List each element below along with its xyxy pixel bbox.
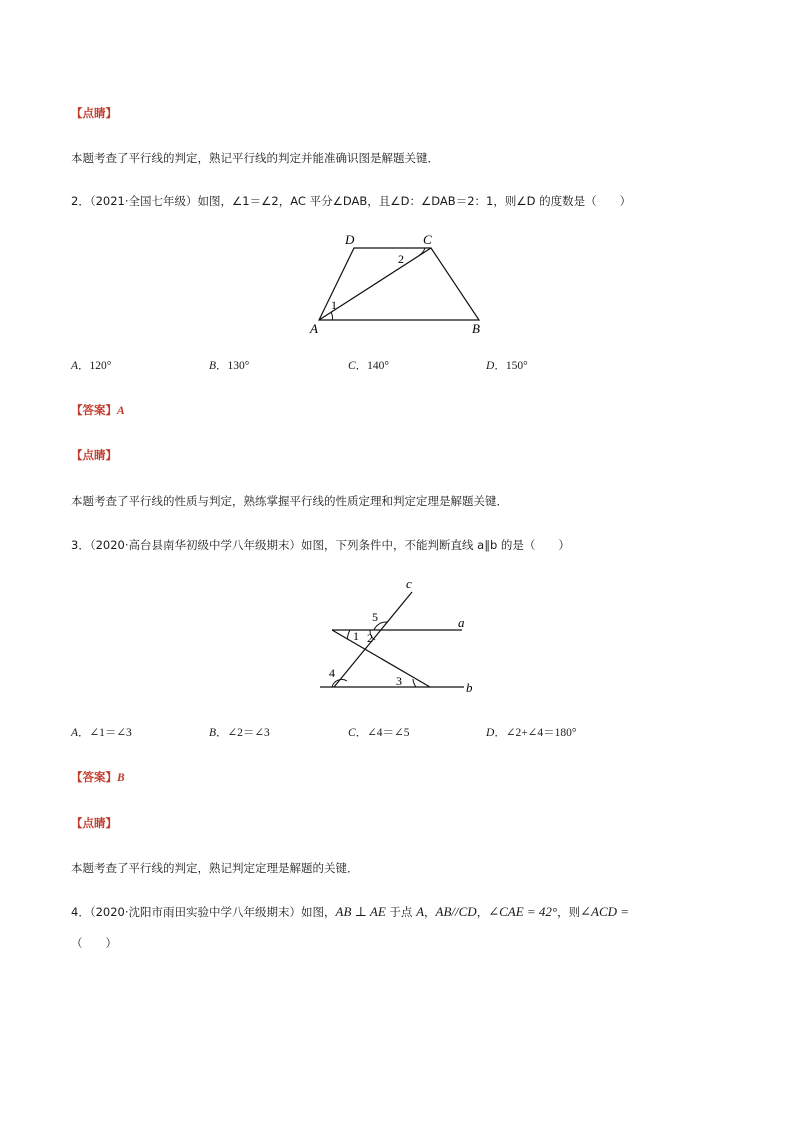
q3-option-a: A．∠1＝∠3 <box>71 725 132 739</box>
label-d: D <box>345 232 355 247</box>
q2-answer <box>71 402 125 419</box>
transversal-line <box>332 630 430 687</box>
label-angle-5: 5 <box>372 610 378 624</box>
option-letter: D <box>486 727 495 739</box>
q4-condition-angle: ∠CAE = 42° <box>488 904 558 919</box>
q3-option-d: D．∠2+∠4＝180° <box>486 725 577 739</box>
q3-option-b: B．∠2＝∠3 <box>209 725 270 739</box>
label-angle-1: 1 <box>331 298 337 312</box>
q4-point-a: A <box>416 904 425 919</box>
line-c <box>334 592 412 687</box>
answer-value: B <box>117 772 125 784</box>
q3-answer <box>71 769 125 786</box>
option-value: 140° <box>367 360 390 372</box>
option-value: ∠4＝∠5 <box>367 727 410 739</box>
answer-value: A <box>117 405 125 417</box>
label-c: C <box>423 232 432 247</box>
q3-dianjing-text: 本题考查了平行线的判定，熟记判定定理是解题的关键． <box>71 861 359 875</box>
q1-dianjing-label: 【点睛】 <box>71 106 117 120</box>
label-angle-2: 2 <box>367 631 373 645</box>
option-value: 130° <box>227 360 250 372</box>
q4-condition-perpendicular: AB ⊥ AE <box>335 904 386 919</box>
label-b: B <box>472 321 480 336</box>
q4-stem: 4．（2020·沈阳市雨田实验中学八年级期末）如图，AB ⊥ AE 于点 A，AB//CD，∠CAE = 42°，则∠ACD = <box>71 904 630 919</box>
option-letter: A <box>71 360 79 372</box>
q2-stem: 2．（2021·全国七年级）如图，∠1＝∠2，AC 平分∠DAB，且∠D：∠DAB＝2：1，则∠D 的度数是（ ） <box>71 194 632 208</box>
q2-option-b: B．130° <box>209 358 250 372</box>
q2-dianjing-text: 本题考查了平行线的性质与判定，熟练掌握平行线的性质定理和判定定理是解题关键． <box>71 494 508 508</box>
q2-option-a: A．120° <box>71 358 112 372</box>
label-a: A <box>310 321 318 336</box>
q2-trapezoid-figure <box>305 228 500 340</box>
angle-1-arc <box>348 630 351 639</box>
label-angle-2: 2 <box>398 252 404 266</box>
q3-option-c: C．∠4＝∠5 <box>348 725 410 739</box>
answer-label: 【答案】 <box>71 770 117 784</box>
option-letter: C <box>348 360 356 372</box>
q2-option-d: D．150° <box>486 358 528 372</box>
option-value: ∠2＝∠3 <box>227 727 270 739</box>
q4-blank: （ ） <box>71 936 117 950</box>
option-value: 120° <box>89 360 112 372</box>
label-angle-4: 4 <box>329 666 335 680</box>
label-line-b: b <box>466 680 473 695</box>
option-letter: B <box>209 727 217 739</box>
option-letter: A <box>71 727 79 739</box>
q3-dianjing-label: 【点睛】 <box>71 816 117 830</box>
angle-1-arc <box>331 312 333 320</box>
option-value: ∠1＝∠3 <box>89 727 132 739</box>
q3-parallel-lines-figure <box>312 574 482 699</box>
option-value: 150° <box>505 360 528 372</box>
label-angle-1: 1 <box>353 629 359 643</box>
label-line-c: c <box>406 576 412 591</box>
q2-option-c: C．140° <box>348 358 390 372</box>
option-value: ∠2+∠4＝180° <box>505 727 577 739</box>
q3-stem: 3．（2020·高台县南华初级中学八年级期末）如图，下列条件中，不能判断直线 a∥b 的是（ ） <box>71 538 570 552</box>
label-line-a: a <box>458 615 465 630</box>
angle-3-arc <box>413 679 416 687</box>
option-letter: D <box>486 360 495 372</box>
label-angle-3: 3 <box>396 674 402 688</box>
option-letter: B <box>209 360 217 372</box>
q1-dianjing-text: 本题考查了平行线的判定，熟记平行线的判定并能准确识图是解题关键． <box>71 151 439 165</box>
option-letter: C <box>348 727 356 739</box>
q2-dianjing-label: 【点睛】 <box>71 448 117 462</box>
q4-question: ∠ACD = <box>580 904 630 919</box>
answer-label: 【答案】 <box>71 403 117 417</box>
q4-condition-parallel: AB//CD <box>435 904 477 919</box>
